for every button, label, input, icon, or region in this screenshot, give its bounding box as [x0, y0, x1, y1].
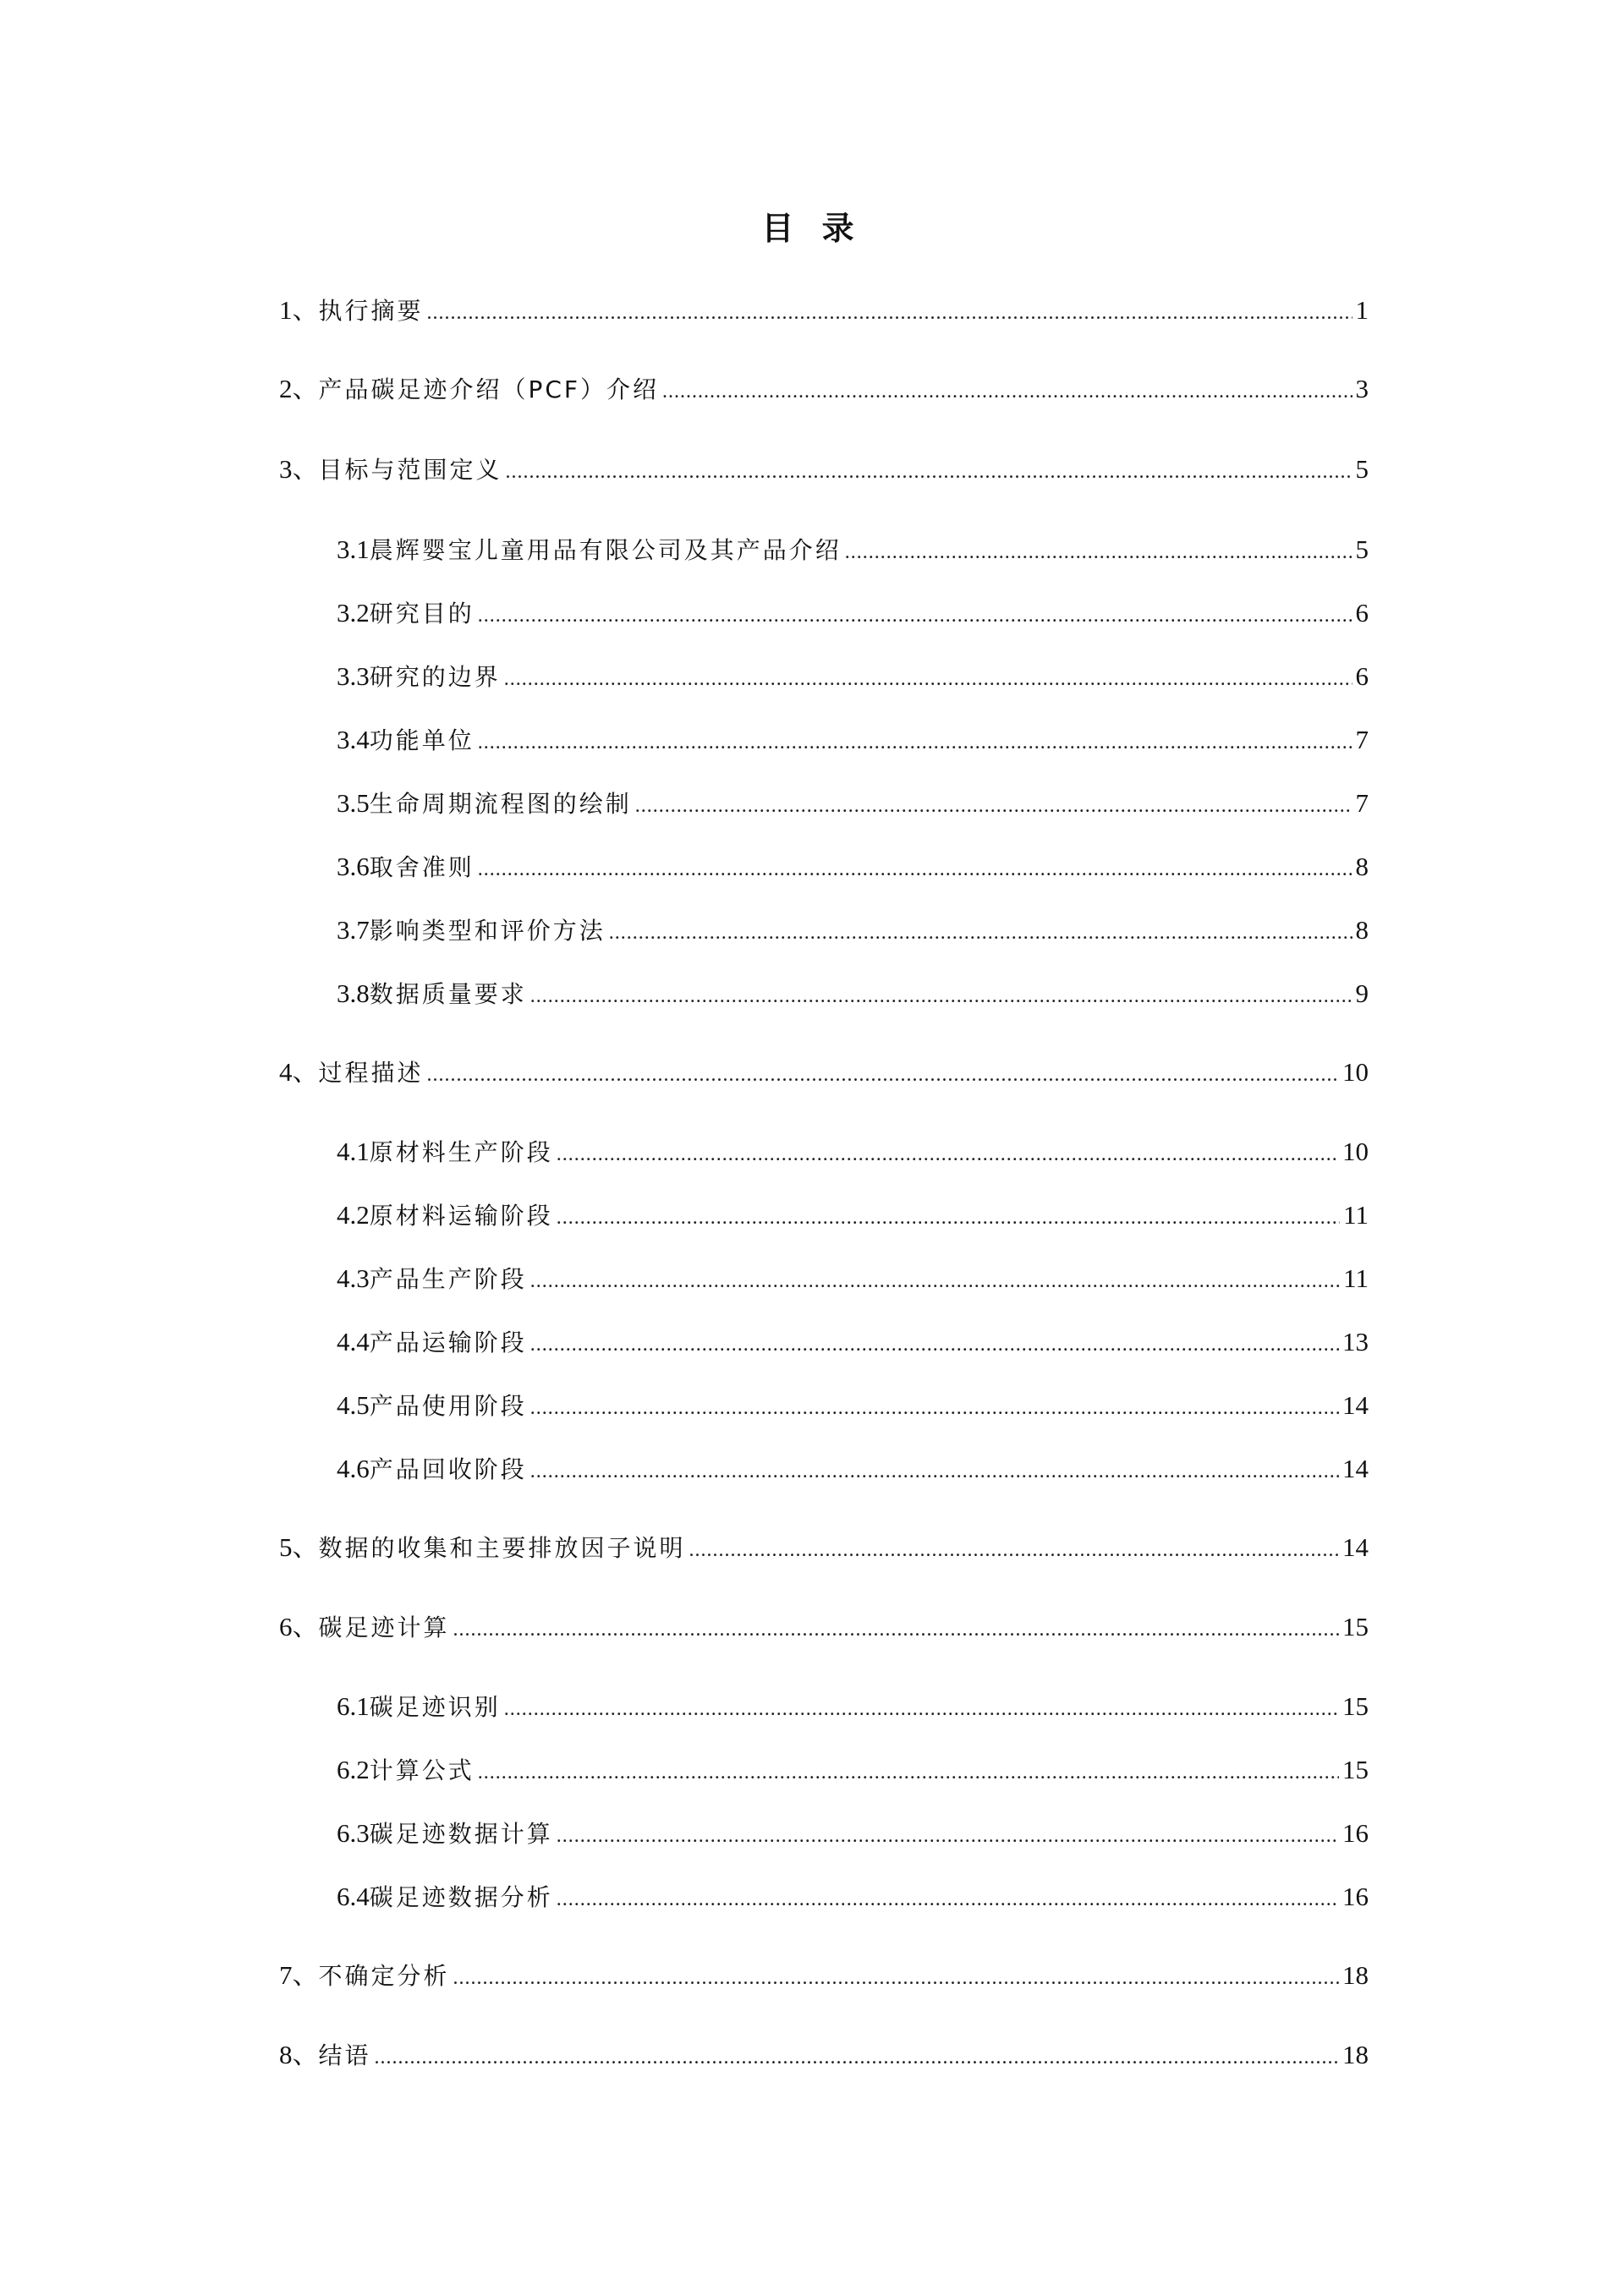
toc-leader-dots	[609, 914, 1352, 951]
toc-entry-page: 7	[1355, 788, 1369, 818]
toc-leader-dots	[504, 660, 1352, 698]
toc-leader-dots	[478, 597, 1352, 634]
toc-entry-page: 6	[1355, 598, 1369, 627]
toc-entry-number: 3.7	[337, 915, 370, 945]
toc-entry-6-3[interactable]	[337, 1815, 1369, 1852]
toc-entry-label: 原材料生产阶段	[369, 1138, 553, 1166]
toc-entry-number: 6、	[279, 1612, 319, 1641]
toc-entry-label: 执行摘要	[318, 297, 424, 325]
toc-leader-dots	[530, 978, 1352, 1015]
toc-entry-label: 晨辉婴宝儿童用品有限公司及其产品介绍	[369, 536, 842, 564]
toc-leader-dots	[506, 453, 1352, 490]
toc-entry-number: 6.3	[337, 1818, 370, 1848]
toc-entry-2[interactable]	[279, 370, 1369, 408]
toc-entry-4-4[interactable]	[337, 1323, 1369, 1361]
toc-leader-dots	[453, 1959, 1339, 1997]
toc-leader-dots	[530, 1326, 1339, 1363]
toc-entry-page: 1	[1355, 295, 1369, 325]
toc-entry-page: 8	[1355, 915, 1369, 945]
toc-entry-label: 功能单位	[369, 726, 475, 754]
toc-entry-number: 1、	[279, 295, 319, 325]
toc-entry-number: 4.2	[337, 1200, 370, 1230]
toc-leader-dots	[478, 851, 1352, 888]
toc-leader-dots	[427, 294, 1352, 332]
toc-leader-dots	[427, 1056, 1339, 1093]
toc-entry-label: 产品使用阶段	[369, 1392, 527, 1420]
toc-leader-dots	[557, 1136, 1339, 1173]
toc-entry-number: 4.3	[337, 1263, 370, 1293]
toc-entry-number: 2、	[279, 374, 319, 403]
toc-leader-dots	[557, 1817, 1339, 1855]
toc-entry-3-6[interactable]	[337, 848, 1369, 885]
toc-entry-7[interactable]	[279, 1957, 1369, 1994]
toc-entry-page: 13	[1342, 1327, 1369, 1356]
toc-title: 目 录	[761, 210, 863, 247]
toc-leader-dots	[635, 787, 1352, 825]
toc-leader-dots	[453, 1611, 1339, 1648]
toc-entry-page: 15	[1342, 1691, 1369, 1721]
toc-entry-label: 结语	[318, 2041, 371, 2069]
toc-entry-4-1[interactable]	[337, 1133, 1369, 1170]
toc-entry-6[interactable]	[279, 1608, 1369, 1646]
toc-entry-label: 计算公式	[369, 1756, 475, 1784]
toc-entry-page: 14	[1342, 1454, 1369, 1483]
toc-leader-dots	[504, 1690, 1339, 1728]
toc-entry-label: 研究的边界	[369, 663, 501, 691]
toc-leader-dots	[530, 1263, 1340, 1300]
toc-entry-number: 3.8	[337, 978, 370, 1008]
toc-leader-dots	[530, 1453, 1339, 1490]
toc-entry-number: 6.1	[337, 1691, 370, 1721]
toc-entry-4-2[interactable]	[337, 1197, 1369, 1234]
toc-leader-dots	[557, 1199, 1340, 1236]
toc-entry-number: 3.2	[337, 598, 370, 627]
toc-entry-1[interactable]	[279, 292, 1369, 329]
toc-entry-number: 4.4	[337, 1327, 370, 1356]
toc-entry-label: 产品运输阶段	[369, 1329, 527, 1356]
toc-entry-page: 11	[1343, 1263, 1369, 1293]
toc-entry-page: 14	[1342, 1390, 1369, 1420]
toc-leader-dots	[530, 1389, 1339, 1427]
toc-entry-label: 研究目的	[369, 600, 475, 627]
toc-entry-3-4[interactable]	[337, 721, 1369, 759]
toc-leader-dots	[478, 724, 1352, 761]
toc-entry-6-2[interactable]	[337, 1751, 1369, 1789]
toc-entry-label: 产品碳足迹介绍（PCF）介绍	[318, 375, 660, 403]
toc-entry-4-3[interactable]	[337, 1260, 1369, 1297]
toc-leader-dots	[662, 373, 1352, 410]
toc-entry-page: 18	[1342, 1960, 1369, 1990]
toc-entry-label: 影响类型和评价方法	[369, 917, 606, 945]
toc-entry-label: 取舍准则	[369, 853, 475, 881]
toc-entry-number: 7、	[279, 1960, 319, 1990]
toc-entry-label: 数据质量要求	[369, 980, 527, 1008]
toc-entry-3-5[interactable]	[337, 785, 1369, 822]
toc-entry-page: 15	[1342, 1755, 1369, 1784]
toc-entry-number: 3.4	[337, 725, 370, 754]
toc-entry-6-4[interactable]	[337, 1878, 1369, 1915]
toc-entry-number: 6.2	[337, 1755, 370, 1784]
toc-entry-label: 产品生产阶段	[369, 1265, 527, 1293]
toc-leader-dots	[478, 1754, 1339, 1791]
toc-entry-number: 4.6	[337, 1454, 370, 1483]
toc-entry-label: 数据的收集和主要排放因子说明	[318, 1534, 686, 1562]
toc-entry-page: 16	[1342, 1818, 1369, 1848]
toc-entry-label: 碳足迹识别	[369, 1693, 501, 1721]
toc-entry-6-1[interactable]	[337, 1688, 1369, 1725]
toc-entry-page: 14	[1342, 1532, 1369, 1562]
toc-entry-label: 碳足迹计算	[318, 1614, 450, 1641]
toc-entry-3-3[interactable]	[337, 658, 1369, 695]
toc-entry-8[interactable]	[279, 2036, 1369, 2074]
toc-entry-4-5[interactable]	[337, 1387, 1369, 1424]
toc-entry-label: 生命周期流程图的绘制	[369, 790, 632, 818]
toc-entry-3-7[interactable]	[337, 912, 1369, 949]
toc-entry-label: 过程描述	[318, 1059, 424, 1087]
toc-leader-dots	[845, 534, 1352, 571]
toc-entry-page: 11	[1343, 1200, 1369, 1230]
toc-entry-label: 碳足迹数据分析	[369, 1883, 553, 1911]
toc-entry-number: 4.5	[337, 1390, 370, 1420]
toc-entry-number: 3.3	[337, 661, 370, 691]
toc-entry-number: 5、	[279, 1532, 319, 1562]
toc-entry-3[interactable]	[279, 451, 1369, 488]
toc-entry-label: 不确定分析	[318, 1962, 450, 1990]
toc-entry-page: 10	[1342, 1057, 1369, 1087]
toc-leader-dots	[557, 1881, 1339, 1918]
toc-leader-dots	[689, 1532, 1339, 1569]
toc-entry-number: 3.1	[337, 534, 370, 564]
toc-entry-page: 6	[1355, 661, 1369, 691]
toc-entry-page: 9	[1355, 978, 1369, 1008]
toc-entry-label: 原材料运输阶段	[369, 1202, 553, 1230]
toc-entry-page: 16	[1342, 1882, 1369, 1911]
toc-entry-page: 5	[1355, 454, 1369, 484]
toc-entry-page: 3	[1355, 374, 1369, 403]
toc-entry-page: 5	[1355, 534, 1369, 564]
toc-entry-page: 18	[1342, 2040, 1369, 2069]
toc-entry-number: 4.1	[337, 1137, 370, 1166]
toc-entry-number: 8、	[279, 2040, 319, 2069]
toc-entry-number: 3、	[279, 454, 319, 484]
toc-entry-number: 4、	[279, 1057, 319, 1087]
toc-entry-page: 15	[1342, 1612, 1369, 1641]
toc-entry-4[interactable]	[279, 1054, 1369, 1091]
toc-entry-3-1[interactable]	[337, 531, 1369, 568]
toc-entry-3-2[interactable]	[337, 595, 1369, 632]
toc-entry-label: 产品回收阶段	[369, 1455, 527, 1483]
toc-entry-number: 3.5	[337, 788, 370, 818]
toc-entry-number: 3.6	[337, 852, 370, 881]
toc-entry-4-6[interactable]	[337, 1450, 1369, 1488]
toc-entry-5[interactable]	[279, 1529, 1369, 1566]
toc-entry-page: 7	[1355, 725, 1369, 754]
toc-entry-3-8[interactable]	[337, 975, 1369, 1012]
toc-entry-label: 目标与范围定义	[318, 456, 502, 484]
toc-entry-label: 碳足迹数据计算	[369, 1820, 553, 1848]
toc-entry-number: 6.4	[337, 1882, 370, 1911]
toc-entry-page: 10	[1342, 1137, 1369, 1166]
toc-entry-page: 8	[1355, 852, 1369, 881]
toc-leader-dots	[375, 2039, 1339, 2076]
